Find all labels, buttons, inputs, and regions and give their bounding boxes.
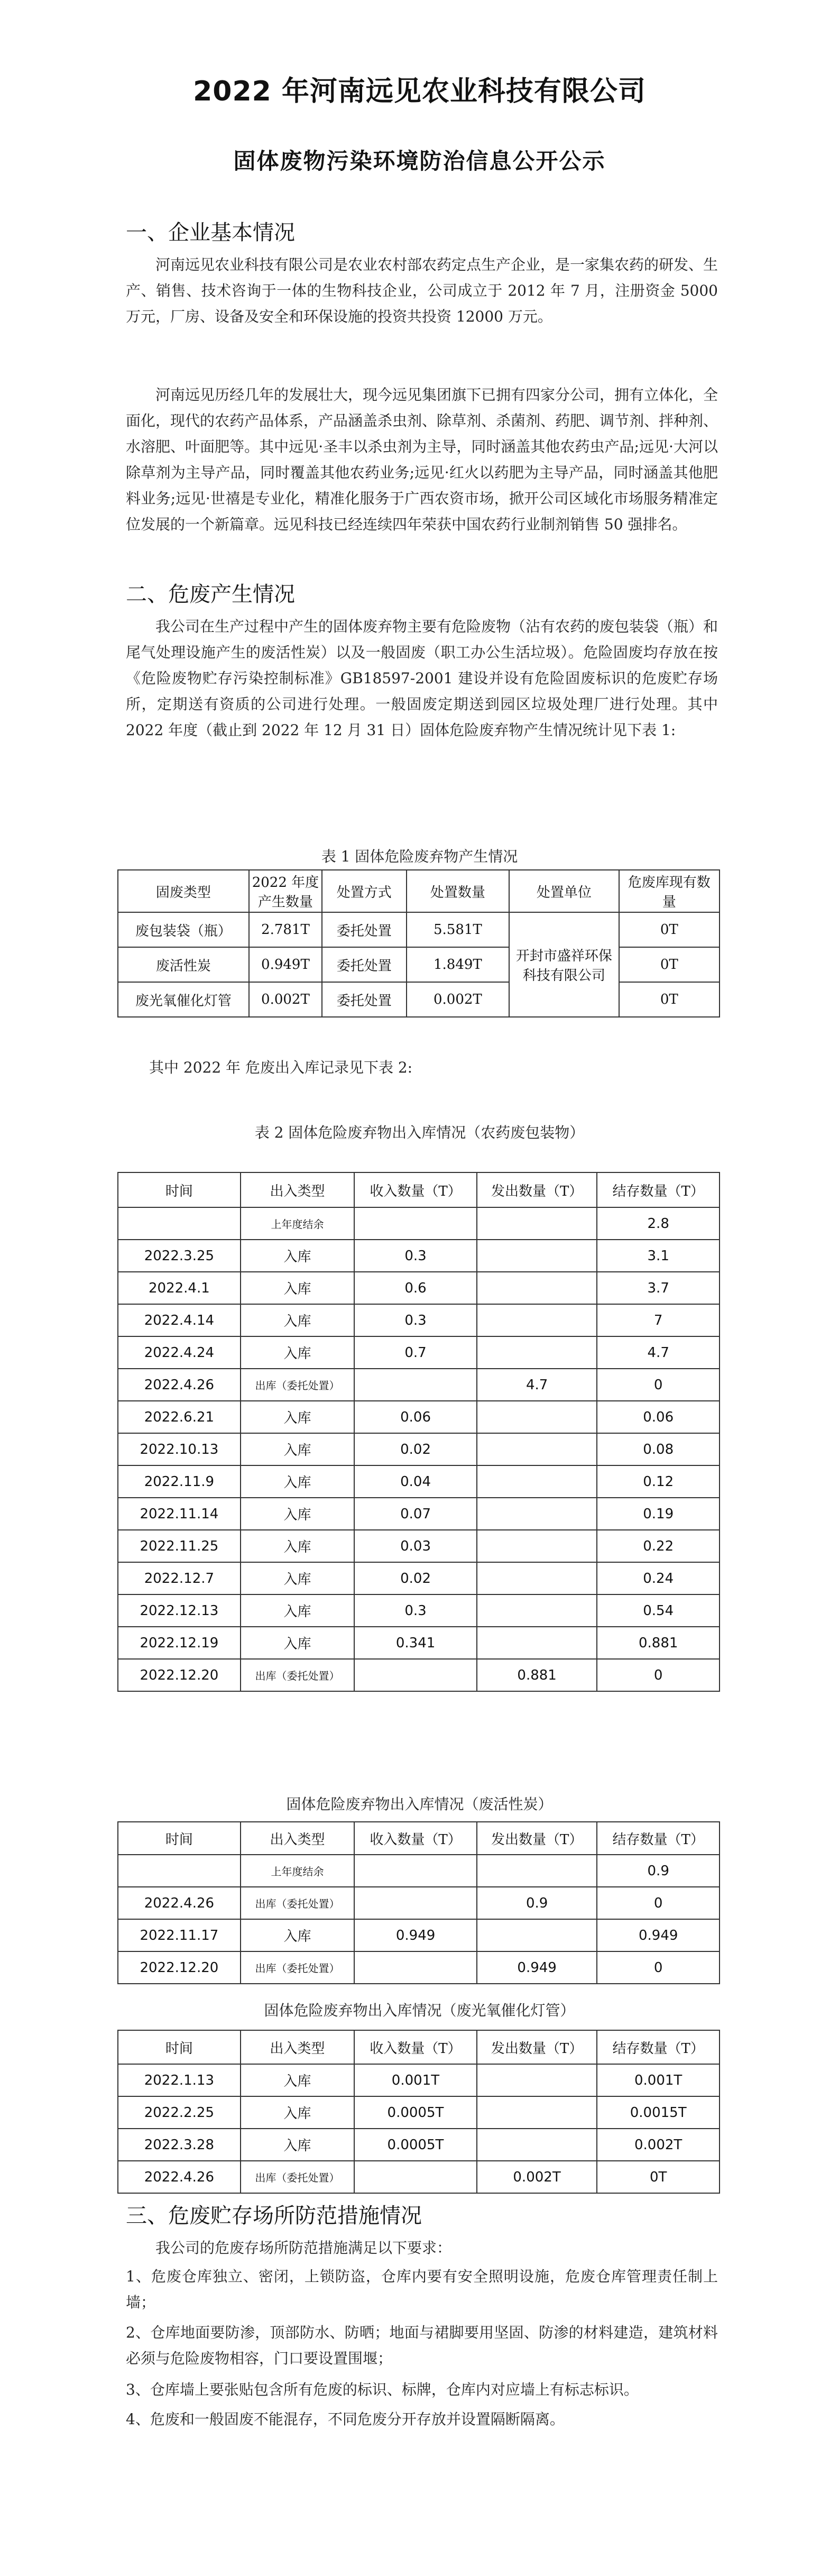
table-cell: 0.949 xyxy=(477,1951,597,1984)
table-cell: 0.54 xyxy=(597,1594,720,1627)
table-cell: 废光氧催化灯管 xyxy=(118,982,249,1017)
table1-caption: 表 1 固体危险废弃物产生情况 xyxy=(321,848,518,865)
table-cell: 0.9 xyxy=(477,1887,597,1919)
table-cell: 4.7 xyxy=(477,1369,597,1401)
table-cell: 0 xyxy=(597,1659,720,1691)
section2-paragraph-1: 我公司在生产过程中产生的固体废弃物主要有危险废物（沾有农药的废包装袋（瓶）和尾气处理设施产生的废活性炭）以及一般固废（职工办公生活垃圾）。危险固废均存放在按《危险废物贮存污染控制标准》GB18597-2001 建设并设有危险固废标识的危废贮存场所，定期送有资质的公司进行处理。一般固废定期送到园区垃圾处理厂进行处理。其中 2022 年度（截止到 2022 年 12 月 31 日）固体危险废弃物产生情况统计见下表 1: xyxy=(126,618,718,739)
table-row xyxy=(118,1855,720,1887)
table-cell: 入库 xyxy=(241,1401,355,1433)
section1-paragraph-1: 河南远见农业科技有限公司是农业农村部农药定点生产企业，是一家集农药的研发、生产、销售、技术咨询于一体的生物科技企业，公司成立于 2012 年 7 月，注册资金 5000 万元，厂房、设备及安全和环保设施的投资共投资 12000 万元。 xyxy=(126,256,718,325)
table-cell: 2022.3.25 xyxy=(118,1240,241,1272)
table-cell: 0.02 xyxy=(354,1562,477,1594)
disposal-unit-cell: 开封市盛祥环保科技有限公司 xyxy=(509,912,619,1017)
table-row xyxy=(118,1562,720,1594)
table-cell: 废活性炭 xyxy=(118,947,249,982)
table-cell xyxy=(477,1562,597,1594)
table2-header-cell: 发出数量（T） xyxy=(477,1172,597,1207)
table-row xyxy=(118,1465,720,1498)
table-cell: 0.04 xyxy=(354,1465,477,1498)
table-cell: 2022.4.26 xyxy=(118,1887,241,1919)
table-cell: 2022.4.26 xyxy=(118,2161,241,2193)
lamp-tube-inout-table xyxy=(117,2030,720,2194)
table-row xyxy=(118,1369,720,1401)
table3-header-row xyxy=(118,1822,720,1855)
table-cell xyxy=(477,1240,597,1272)
table-cell: 入库 xyxy=(241,2129,354,2161)
table-cell: 0T xyxy=(619,912,720,947)
table-cell: 入库 xyxy=(241,2096,354,2129)
table-row xyxy=(118,1659,720,1691)
table-row xyxy=(118,1433,720,1465)
table-cell: 5.581T xyxy=(407,912,510,947)
table1-header-cell: 固废类型 xyxy=(118,870,249,912)
table-row xyxy=(118,1401,720,1433)
table-cell: 0.07 xyxy=(354,1498,477,1530)
table-cell: 0.19 xyxy=(597,1498,720,1530)
table-cell: 入库 xyxy=(241,1530,355,1562)
table-row xyxy=(118,947,720,982)
section1-paragraph-2: 河南远见历经几年的发展壮大，现今远见集团旗下已拥有四家分公司，拥有立体化，全面化，现代的农药产品体系，产品涵盖杀虫剂、除草剂、杀菌剂、药肥、调节剂、拌种剂、水溶肥、叶面肥等。其中远见·圣丰以杀虫剂为主导，同时涵盖其他农药虫产品;远见·大河以除草剂为主导产品，同时覆盖其他农药业务;远见·红火以药肥为主导产品，同时涵盖其他肥料业务;远见·世禧是专业化，精准化服务于广西农资市场，掀开公司区域化市场服务精准定位发展的一个新篇章。远见科技已经连续四年荣获中国农药行业制剂销售 50 强排名。 xyxy=(126,386,718,533)
table-cell: 0.001T xyxy=(597,2064,720,2096)
table-cell xyxy=(477,2096,597,2129)
table-cell: 2.781T xyxy=(249,912,322,947)
table-cell: 0.002T xyxy=(249,982,322,1017)
table-row xyxy=(118,1951,720,1984)
table-cell: 0.06 xyxy=(354,1401,477,1433)
table-cell: 入库 xyxy=(241,1240,355,1272)
table4-header-cell: 时间 xyxy=(118,2030,241,2064)
table-cell: 0T xyxy=(597,2161,720,2193)
table3-header-cell: 时间 xyxy=(118,1822,241,1855)
table-cell xyxy=(354,1207,477,1240)
table-cell xyxy=(477,1594,597,1627)
table-cell: 2022.12.13 xyxy=(118,1594,241,1627)
table-cell: 委托处置 xyxy=(322,947,407,982)
table1-header-cell: 处置单位 xyxy=(509,870,619,912)
table-cell: 0 xyxy=(597,1951,720,1984)
table-cell: 2022.4.24 xyxy=(118,1336,241,1369)
table-row xyxy=(118,1594,720,1627)
table-cell: 0.881 xyxy=(477,1659,597,1691)
table3-header-cell: 收入数量（T） xyxy=(354,1822,477,1855)
table-cell: 0 xyxy=(597,1369,720,1401)
table-cell: 出库（委托处置） xyxy=(241,1951,355,1984)
table-cell xyxy=(118,1855,241,1887)
table-cell: 0.9 xyxy=(597,1855,720,1887)
section1-heading: 一、企业基本情况 xyxy=(126,221,295,245)
table-cell: 委托处置 xyxy=(322,912,407,947)
table-cell xyxy=(477,1272,597,1304)
table-cell: 2022.4.1 xyxy=(118,1272,241,1304)
table-cell: 委托处置 xyxy=(322,982,407,1017)
table-cell: 入库 xyxy=(241,1919,355,1951)
table-cell: 0.0015T xyxy=(597,2096,720,2129)
table-cell: 入库 xyxy=(241,1433,355,1465)
table-cell xyxy=(354,1887,477,1919)
table-cell: 2022.4.26 xyxy=(118,1369,241,1401)
table3-header-cell: 发出数量（T） xyxy=(477,1822,597,1855)
table1-header-row xyxy=(118,870,720,912)
table-cell xyxy=(477,1304,597,1336)
table-cell: 0.6 xyxy=(354,1272,477,1304)
waste-generation-table xyxy=(117,869,720,1017)
table4-caption: 固体危险废弃物出入库情况（废光氧催化灯管） xyxy=(264,2002,575,2019)
table-cell: 2022.12.7 xyxy=(118,1562,241,1594)
table-cell xyxy=(477,1530,597,1562)
table-cell: 2022.3.28 xyxy=(118,2129,241,2161)
document-subtitle: 固体废物污染环境防治信息公开公示 xyxy=(233,148,606,174)
table-cell: 出库（委托处置） xyxy=(241,1887,355,1919)
table-cell xyxy=(477,1855,597,1887)
table-cell: 2022.12.20 xyxy=(118,1951,241,1984)
table4-header-cell: 出入类型 xyxy=(241,2030,354,2064)
table-cell: 出库（委托处置） xyxy=(241,1659,355,1691)
activated-carbon-inout-table xyxy=(117,1821,720,1984)
table-row xyxy=(118,912,720,947)
table-cell: 7 xyxy=(597,1304,720,1336)
section2-heading: 二、危废产生情况 xyxy=(126,582,295,607)
table-cell: 出库（委托处置） xyxy=(241,2161,354,2193)
table-row xyxy=(118,1336,720,1369)
section3-intro: 我公司的危废存场所防范措施满足以下要求： xyxy=(155,2239,452,2257)
table-row xyxy=(118,2161,720,2193)
table2-header-cell: 收入数量（T） xyxy=(354,1172,477,1207)
table-cell: 0T xyxy=(619,947,720,982)
table-cell: 废包装袋（瓶） xyxy=(118,912,249,947)
table-cell: 0.0005T xyxy=(354,2096,477,2129)
table-cell xyxy=(477,1401,597,1433)
table-cell: 0.949T xyxy=(249,947,322,982)
table3-caption: 固体危险废弃物出入库情况（废活性炭） xyxy=(286,1795,553,1813)
table-cell: 3.7 xyxy=(597,1272,720,1304)
table-cell: 2022.11.9 xyxy=(118,1465,241,1498)
table-cell: 0.7 xyxy=(354,1336,477,1369)
table-cell: 入库 xyxy=(241,1498,355,1530)
table-row xyxy=(118,1919,720,1951)
table-row xyxy=(118,1304,720,1336)
table-cell xyxy=(477,1465,597,1498)
table-cell: 0.3 xyxy=(354,1304,477,1336)
table-cell: 0.949 xyxy=(354,1919,477,1951)
table4-header-row xyxy=(118,2030,720,2064)
table-cell: 入库 xyxy=(241,1272,355,1304)
table3-header-cell: 出入类型 xyxy=(241,1822,355,1855)
table-cell xyxy=(477,1433,597,1465)
table-row xyxy=(118,2129,720,2161)
table-cell: 0 xyxy=(597,1887,720,1919)
table-cell: 出库（委托处置） xyxy=(241,1369,355,1401)
table-cell xyxy=(118,1207,241,1240)
table-cell: 入库 xyxy=(241,1562,355,1594)
table-cell xyxy=(477,1919,597,1951)
table-cell xyxy=(477,2064,597,2096)
table-cell: 0.08 xyxy=(597,1433,720,1465)
table-cell xyxy=(354,2161,477,2193)
table-row xyxy=(118,1207,720,1240)
table-cell xyxy=(477,1627,597,1659)
table-cell: 0.24 xyxy=(597,1562,720,1594)
table-row xyxy=(118,2064,720,2096)
table-cell: 入库 xyxy=(241,1594,355,1627)
table-cell xyxy=(354,1659,477,1691)
table-cell: 上年度结余 xyxy=(241,1207,355,1240)
table-cell: 0T xyxy=(619,982,720,1017)
section3-item-2: 2、仓库地面要防渗，顶部防水、防晒；地面与裙脚要用坚固、防渗的材料建造，建筑材料必须与危险废物相容，门口要设置围堰； xyxy=(126,2324,718,2367)
table-cell: 2022.6.21 xyxy=(118,1401,241,1433)
table-cell: 上年度结余 xyxy=(241,1855,355,1887)
table4-header-cell: 结存数量（T） xyxy=(597,2030,720,2064)
table-cell: 0.06 xyxy=(597,1401,720,1433)
table-cell xyxy=(477,1207,597,1240)
table-cell xyxy=(477,1336,597,1369)
table2-header-cell: 时间 xyxy=(118,1172,241,1207)
table-cell: 4.7 xyxy=(597,1336,720,1369)
table2-caption: 表 2 固体危险废弃物出入库情况（农药废包装物） xyxy=(254,1124,585,1141)
table-cell: 0.002T xyxy=(597,2129,720,2161)
table-cell: 2022.12.20 xyxy=(118,1659,241,1691)
table-cell: 0.002T xyxy=(477,2161,597,2193)
table-cell xyxy=(354,1951,477,1984)
table2-intro: 其中 2022 年 危废出入库记录见下表 2: xyxy=(149,1059,413,1076)
table-cell: 0.341 xyxy=(354,1627,477,1659)
table-cell: 2022.10.13 xyxy=(118,1433,241,1465)
section3-item-1: 1、危废仓库独立、密闭，上锁防盗，仓库内要有安全照明设施，危废仓库管理责任制上墙； xyxy=(126,2268,718,2311)
table-cell: 入库 xyxy=(241,2064,354,2096)
table-row xyxy=(118,1627,720,1659)
table-cell: 0.3 xyxy=(354,1594,477,1627)
table-cell: 入库 xyxy=(241,1627,355,1659)
table2-header-cell: 结存数量（T） xyxy=(597,1172,720,1207)
table-cell: 2022.1.13 xyxy=(118,2064,241,2096)
table-cell: 0.12 xyxy=(597,1465,720,1498)
section3-item-3: 3、仓库墙上要张贴包含所有危废的标识、标牌，仓库内对应墙上有标志标识。 xyxy=(126,2381,639,2398)
table-cell: 0.02 xyxy=(354,1433,477,1465)
table-cell: 0.22 xyxy=(597,1530,720,1562)
table-row xyxy=(118,1530,720,1562)
table1-header-cell: 2022 年度产生数量 xyxy=(249,870,322,912)
section3-heading: 三、危废贮存场所防范措施情况 xyxy=(126,2204,422,2228)
table-cell: 0.001T xyxy=(354,2064,477,2096)
table-cell: 2.8 xyxy=(597,1207,720,1240)
table-row xyxy=(118,2096,720,2129)
table4-header-cell: 发出数量（T） xyxy=(477,2030,597,2064)
table-cell: 2022.2.25 xyxy=(118,2096,241,2129)
table-cell: 2022.11.25 xyxy=(118,1530,241,1562)
table4-header-cell: 收入数量（T） xyxy=(354,2030,477,2064)
table-cell: 0.881 xyxy=(597,1627,720,1659)
table-cell: 2022.11.17 xyxy=(118,1919,241,1951)
table-cell: 2022.11.14 xyxy=(118,1498,241,1530)
table-row xyxy=(118,1272,720,1304)
table-cell xyxy=(354,1369,477,1401)
table3-header-cell: 结存数量（T） xyxy=(597,1822,720,1855)
table-cell xyxy=(477,2129,597,2161)
table1-header-cell: 处置方式 xyxy=(322,870,407,912)
table-row xyxy=(118,1887,720,1919)
table-cell: 2022.4.14 xyxy=(118,1304,241,1336)
table-cell: 2022.12.19 xyxy=(118,1627,241,1659)
table-cell: 入库 xyxy=(241,1465,355,1498)
table2-header-row xyxy=(118,1172,720,1207)
table1-header-cell: 危废库现有数量 xyxy=(619,870,720,912)
table-cell: 3.1 xyxy=(597,1240,720,1272)
table-cell: 入库 xyxy=(241,1336,355,1369)
table-cell: 0.03 xyxy=(354,1530,477,1562)
table-row xyxy=(118,1240,720,1272)
table-cell: 1.849T xyxy=(407,947,510,982)
table-row xyxy=(118,982,720,1017)
table-cell: 0.3 xyxy=(354,1240,477,1272)
table-cell xyxy=(354,1855,477,1887)
table-cell: 入库 xyxy=(241,1304,355,1336)
table-cell xyxy=(477,1498,597,1530)
table1-header-cell: 处置数量 xyxy=(407,870,510,912)
table-cell: 0.949 xyxy=(597,1919,720,1951)
table-cell: 0.002T xyxy=(407,982,510,1017)
table-row xyxy=(118,1498,720,1530)
document-title: 2022 年河南远见农业科技有限公司 xyxy=(193,76,646,107)
table-cell: 0.0005T xyxy=(354,2129,477,2161)
table2-header-cell: 出入类型 xyxy=(241,1172,355,1207)
section3-item-4: 4、危废和一般固废不能混存，不同危废分开存放并设置隔断隔离。 xyxy=(126,2410,565,2428)
packaging-inout-table xyxy=(117,1172,720,1692)
